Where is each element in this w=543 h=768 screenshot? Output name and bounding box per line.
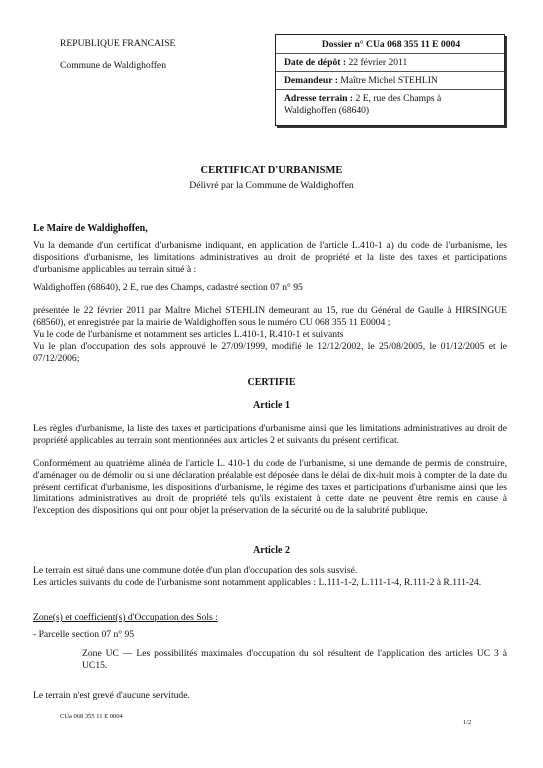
demandeur-value: Maître Michel STEHLIN <box>337 75 438 86</box>
dossier-adresse <box>284 93 498 116</box>
divider <box>276 53 504 54</box>
dossier-number: Dossier n° CUa 068 355 11 E 0004 <box>321 39 461 50</box>
dossier-box <box>275 34 505 126</box>
commune-label: Commune de Waldighoffen <box>60 60 166 71</box>
page-subtitle: Délivré par la Commune de Waldighoffen <box>189 180 354 191</box>
article-1-paragraph-2: Conformément au quatrième alinéa de l'article L. 410-1 du code de l'urbanisme, si une demande de permis de construire, d'aménager ou de démolir ou si une déclaration préalable est déposée dans le délai de dix-huit mois à compter de la date du présent certificat d'urbanisme, les dispositions d'urbanisme, le régime des taxes et participations d'urbanisme ainsi que les limitations administratives au droit de propriété tels qu'ils existaient à cette date ne peuvent être remis en cause à l'exception des dispositions qui ont pour objet la préservation de la sécurité ou de la salubrité publique. <box>33 458 507 517</box>
divider <box>276 89 504 90</box>
adresse-value-2: Waldighoffen (68640) <box>284 104 370 116</box>
zone-heading: Zone(s) et coefficient(s) d'Occupation des Sols : <box>33 612 218 623</box>
dossier-demandeur <box>284 75 498 87</box>
adresse-label: Adresse terrain : <box>284 93 354 104</box>
republique-label: REPUBLIQUE FRANCAISE <box>60 38 176 49</box>
servitude-line: Le terrain n'est grevé d'aucune servitude. <box>33 690 190 701</box>
parcelle-line: - Parcelle section 07 n° 95 <box>33 629 135 640</box>
page-title: CERTIFICAT D'URBANISME <box>200 165 343 176</box>
vu-code: Vu le code de l'urbanisme et notamment ses articles L.410-1, R.410-1 et suivants <box>33 329 344 340</box>
article-1-heading: Article 1 <box>253 400 290 411</box>
divider <box>276 71 504 72</box>
adresse-value-1: 2 E, rue des Champs à <box>353 93 442 104</box>
demandeur-label: Demandeur : <box>284 75 338 86</box>
article-1-paragraph-1: Les règles d'urbanisme, la liste des taxes et participations d'urbanisme ainsi que les limitations administratives au droit de propriété applicables au terrain sont mentionnées aux articles 2 et suivants du présent certificat. <box>33 423 507 446</box>
footer-reference: CUa 068 355 11 E 0004 <box>60 713 123 720</box>
terrain-address: Waldighoffen (68640), 2 E, rue des Champs, cadastré section 07 n° 95 <box>33 282 303 293</box>
article-2-heading: Article 2 <box>253 545 290 556</box>
date-label: Date de dépôt : <box>284 57 347 68</box>
zone-uc-paragraph: Zone UC — Les possibilités maximales d'occupation du sol résultent de l'application des articles UC 3 à UC15. <box>82 648 507 671</box>
presentee-paragraph: présentée le 22 février 2011 par Maître Michel STEHLIN demeurant au 15, rue du Général de Gaulle à HIRSINGUE (68560), et enregistrée par la mairie de Waldighoffen sous le numéro CU 068 355 11 E0004 ; <box>33 305 507 328</box>
vu-demande: Vu la demande d'un certificat d'urbanisme indiquant, en application de l'article L.410-1 a) du code de l'urbanisme, les dispositions d'urbanisme, les limitations administratives au droit de propriété et la liste des taxes et participations d'urbanisme applicables au terrain situé à : <box>33 240 507 275</box>
vu-plan: Vu le plan d'occupation des sols approuvé le 27/09/1999, modifié le 12/12/2002, le 25/08/2005, le 01/12/2005 et le 07/12/2006; <box>33 341 507 364</box>
dossier-date <box>284 57 498 69</box>
date-value: 22 février 2011 <box>346 57 408 68</box>
article-2-paragraph-2: Les articles suivants du code de l'urbanisme sont notamment applicables : L.111-1-2, L.111-1-4, R.111-2 à R.111-24. <box>33 577 482 588</box>
certifie-heading: CERTIFIE <box>247 377 296 388</box>
page-number: 1/2 <box>463 719 472 726</box>
article-2-paragraph-1: Le terrain est situé dans une commune dotée d'un plan d'occupation des sols susvisé. <box>33 565 358 576</box>
maire-heading: Le Maire de Waldighoffen, <box>33 223 148 234</box>
